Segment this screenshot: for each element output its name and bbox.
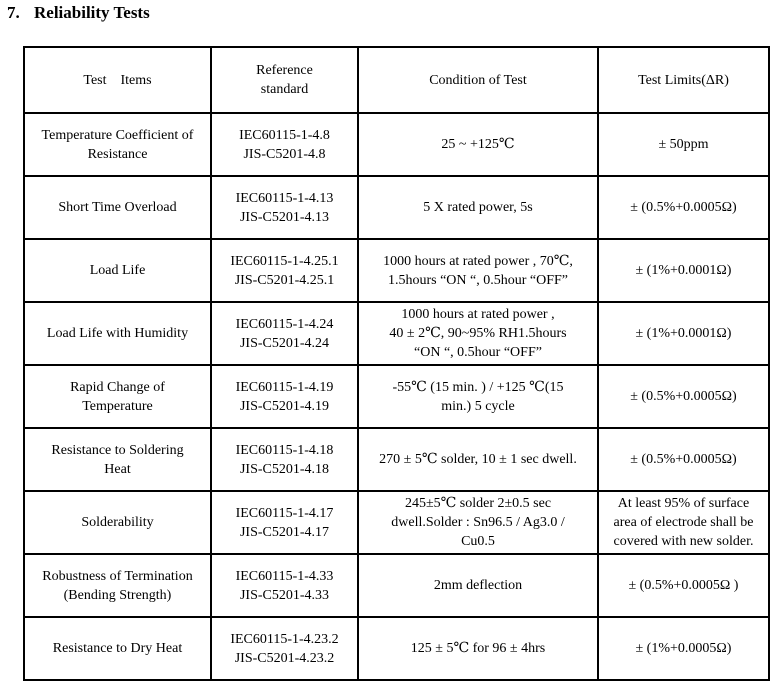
- test-item-cell: [24, 617, 211, 680]
- test-item-line: Heat: [104, 461, 131, 477]
- test-item-cell: [24, 176, 211, 239]
- test-item-line: Solderability: [81, 515, 154, 530]
- test-limit-line: covered with new solder.: [613, 534, 754, 549]
- test-item-cell: [24, 365, 211, 428]
- test-item-cell: [24, 302, 211, 365]
- reference-standard-line: IEC60115-1-4.17: [235, 505, 334, 521]
- test-limit-cell: [598, 176, 769, 239]
- test-limit-cell: [598, 113, 769, 176]
- header-reference-line-1: Reference: [256, 63, 313, 78]
- reference-standard-cell: [211, 113, 358, 176]
- test-item-line: Load Life: [89, 263, 146, 278]
- condition-cell: [358, 428, 598, 491]
- reference-standard-line: JIS-C5201-4.23.2: [234, 650, 335, 666]
- condition-line: 2mm deflection: [433, 578, 523, 593]
- condition-cell: [358, 239, 598, 302]
- test-item-line: Temperature Coefficient of: [41, 127, 194, 143]
- condition-line: 1000 hours at rated power , 70℃,: [383, 253, 573, 269]
- table-row: [24, 302, 769, 365]
- test-item-line: Short Time Overload: [58, 200, 177, 215]
- test-limit-line: ± (0.5%+0.0005Ω): [630, 452, 737, 467]
- table-row: [24, 428, 769, 491]
- test-limit-line: ± (0.5%+0.0005Ω): [630, 389, 737, 404]
- condition-line: 1.5hours “ON “, 0.5hour “OFF”: [387, 272, 569, 288]
- reference-standard-line: JIS-C5201-4.13: [239, 209, 330, 225]
- test-item-line: Resistance: [87, 146, 148, 162]
- test-limit-line: ± (0.5%+0.0005Ω ): [628, 578, 739, 593]
- reliability-tests-table: [23, 46, 770, 681]
- test-limit-cell: [598, 302, 769, 365]
- table-row: [24, 617, 769, 680]
- test-item-cell: [24, 554, 211, 617]
- reference-standard-cell: [211, 554, 358, 617]
- reference-standard-cell: [211, 239, 358, 302]
- test-limit-line: At least 95% of surface: [617, 496, 750, 511]
- condition-cell: [358, 617, 598, 680]
- reference-standard-line: IEC60115-1-4.24: [235, 316, 334, 332]
- test-item-cell: [24, 113, 211, 176]
- reference-standard-line: JIS-C5201-4.17: [239, 524, 330, 540]
- reference-standard-line: JIS-C5201-4.18: [239, 461, 330, 477]
- header-test-limits: [598, 47, 769, 113]
- condition-line: 1000 hours at rated power ,: [401, 307, 555, 322]
- section-title-text: Reliability Tests: [34, 3, 150, 22]
- table-row: [24, 365, 769, 428]
- test-limit-cell: [598, 428, 769, 491]
- test-limit-cell: [598, 239, 769, 302]
- table-row: [24, 554, 769, 617]
- section-title: [7, 3, 150, 23]
- table-row: [24, 239, 769, 302]
- reference-standard-line: IEC60115-1-4.25.1: [230, 253, 339, 269]
- test-limit-line: ± (1%+0.0001Ω): [635, 263, 732, 278]
- test-limit-line: ± (1%+0.0005Ω): [635, 641, 732, 656]
- header-condition: [358, 47, 598, 113]
- test-item-cell: [24, 428, 211, 491]
- header-reference-standard: [211, 47, 358, 113]
- condition-line: -55℃ (15 min. ) / +125 ℃(15: [392, 379, 564, 395]
- test-item-line: Robustness of Termination: [42, 568, 193, 584]
- table-row: [24, 491, 769, 554]
- test-limit-cell: [598, 491, 769, 554]
- condition-cell: [358, 113, 598, 176]
- table-header-row: [24, 47, 769, 113]
- header-test-items: [24, 47, 211, 113]
- reference-standard-line: IEC60115-1-4.19: [235, 379, 334, 395]
- test-item-cell: [24, 491, 211, 554]
- header-test-limits-text: Test Limits(ΔR): [638, 72, 729, 88]
- reference-standard-cell: [211, 176, 358, 239]
- reference-standard-line: IEC60115-1-4.13: [235, 190, 334, 206]
- header-condition-text: Condition of Test: [429, 72, 527, 88]
- test-limit-cell: [598, 554, 769, 617]
- test-item-line: Load Life with Humidity: [46, 326, 189, 341]
- test-limit-cell: [598, 617, 769, 680]
- condition-line: 125 ± 5℃ for 96 ± 4hrs: [410, 641, 546, 656]
- reference-standard-line: IEC60115-1-4.23.2: [230, 631, 339, 647]
- test-limit-cell: [598, 365, 769, 428]
- test-item-cell: [24, 239, 211, 302]
- condition-line: Cu0.5: [461, 534, 495, 549]
- condition-line: “ON “, 0.5hour “OFF”: [414, 345, 542, 360]
- condition-line: min.) 5 cycle: [441, 398, 515, 414]
- test-item-line: Resistance to Soldering: [51, 442, 184, 458]
- reference-standard-line: JIS-C5201-4.8: [243, 146, 326, 162]
- reference-standard-cell: [211, 302, 358, 365]
- table-row: [24, 176, 769, 239]
- reference-standard-line: IEC60115-1-4.18: [235, 442, 334, 458]
- table-body: [24, 113, 769, 680]
- condition-line: dwell.Solder : Sn96.5 / Ag3.0 /: [391, 515, 565, 530]
- condition-cell: [358, 365, 598, 428]
- condition-cell: [358, 491, 598, 554]
- reference-standard-cell: [211, 428, 358, 491]
- test-limit-line: ± (1%+0.0001Ω): [635, 326, 732, 341]
- test-item-line: Temperature: [82, 398, 153, 414]
- condition-line: 245±5℃ solder 2±0.5 sec: [404, 496, 552, 511]
- condition-cell: [358, 176, 598, 239]
- reference-standard-line: JIS-C5201-4.24: [239, 335, 330, 351]
- condition-line: 40 ± 2℃, 90~95% RH1.5hours: [389, 326, 567, 341]
- condition-line: 270 ± 5℃ solder, 10 ± 1 sec dwell.: [379, 452, 577, 467]
- condition-line: 5 X rated power, 5s: [423, 200, 533, 215]
- table-row: [24, 113, 769, 176]
- reference-standard-cell: [211, 491, 358, 554]
- test-item-line: (Bending Strength): [63, 587, 172, 603]
- condition-cell: [358, 554, 598, 617]
- reference-standard-line: JIS-C5201-4.33: [239, 587, 330, 603]
- reference-standard-line: IEC60115-1-4.33: [235, 568, 334, 584]
- reference-standard-cell: [211, 617, 358, 680]
- header-test-items-text: Test Items: [83, 72, 152, 88]
- reference-standard-cell: [211, 365, 358, 428]
- reference-standard-line: JIS-C5201-4.25.1: [234, 272, 335, 288]
- test-limit-line: ± 50ppm: [658, 137, 709, 152]
- reference-standard-line: IEC60115-1-4.8: [239, 127, 330, 143]
- test-item-line: Resistance to Dry Heat: [52, 641, 183, 656]
- reference-standard-line: JIS-C5201-4.19: [239, 398, 330, 414]
- section-number: 7.: [7, 3, 20, 22]
- test-item-line: Rapid Change of: [70, 379, 165, 395]
- header-reference-line-2: standard: [260, 82, 309, 97]
- test-limit-line: area of electrode shall be: [613, 515, 754, 530]
- test-limit-line: ± (0.5%+0.0005Ω): [630, 200, 737, 215]
- condition-cell: [358, 302, 598, 365]
- condition-line: 25 ~ +125℃: [441, 137, 515, 152]
